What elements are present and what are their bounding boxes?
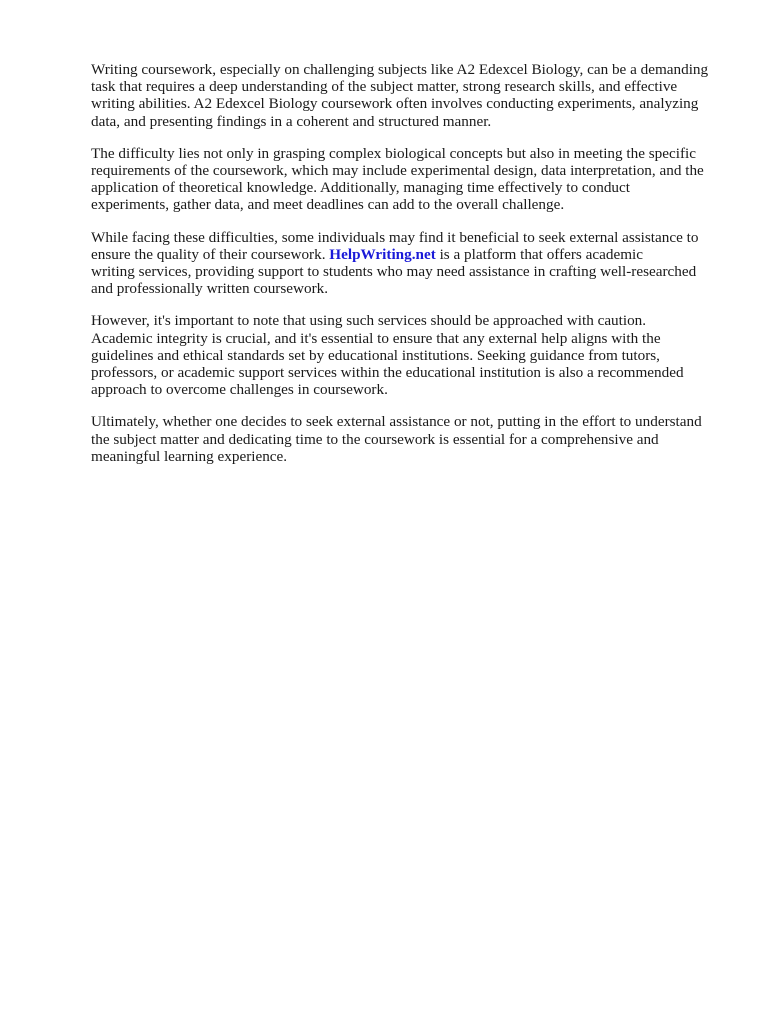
paragraph-conclusion: Ultimately, whether one decides to seek external assistance or not, putting in the effort to understand the subject matter and dedicating time to the coursework is essential for a comprehensive and meaningful learning experience. — [91, 413, 702, 465]
helpwriting-link[interactable]: HelpWriting.net — [329, 245, 436, 263]
document-page — [91, 61, 731, 480]
paragraph-assistance-lead: While facing these difficulties, some individuals may find it beneficial to seek external assistance to ensure the quality of their coursework. — [91, 228, 699, 263]
paragraph-difficulty: The difficulty lies not only in grasping complex biological concepts but also in meeting the specific requirements of the coursework, which may include experimental design, data interpretation, and the application of theoretical knowledge. Additionally, managing time effectively to conduct experiments, gather data, and meet deadlines can add to the overall challenge. — [91, 144, 704, 214]
paragraph-intro: Writing coursework, especially on challenging subjects like A2 Edexcel Biology, can be a demanding task that requires a deep understanding of the subject matter, strong research skills, and effective writing abilities. A2 Edexcel Biology coursework often involves conducting experiments, analyzing data, and presenting findings in a coherent and structured manner. — [91, 61, 709, 130]
paragraph-assistance — [91, 229, 731, 298]
paragraph-assistance-tail: is a platform that offers academic writing services, providing support to students who may need assistance in crafting well-researched and professionally written coursework. — [91, 245, 697, 298]
paragraph-caution: However, it's important to note that using such services should be approached with caution. Academic integrity is crucial, and it's essential to ensure that any external help aligns with the guidelines and ethical standards set by educational institutions. Seeking guidance from tutors, professors, or academic support services within the educational institution is also a recommended approach to overcome challenges in coursework. — [91, 312, 684, 399]
